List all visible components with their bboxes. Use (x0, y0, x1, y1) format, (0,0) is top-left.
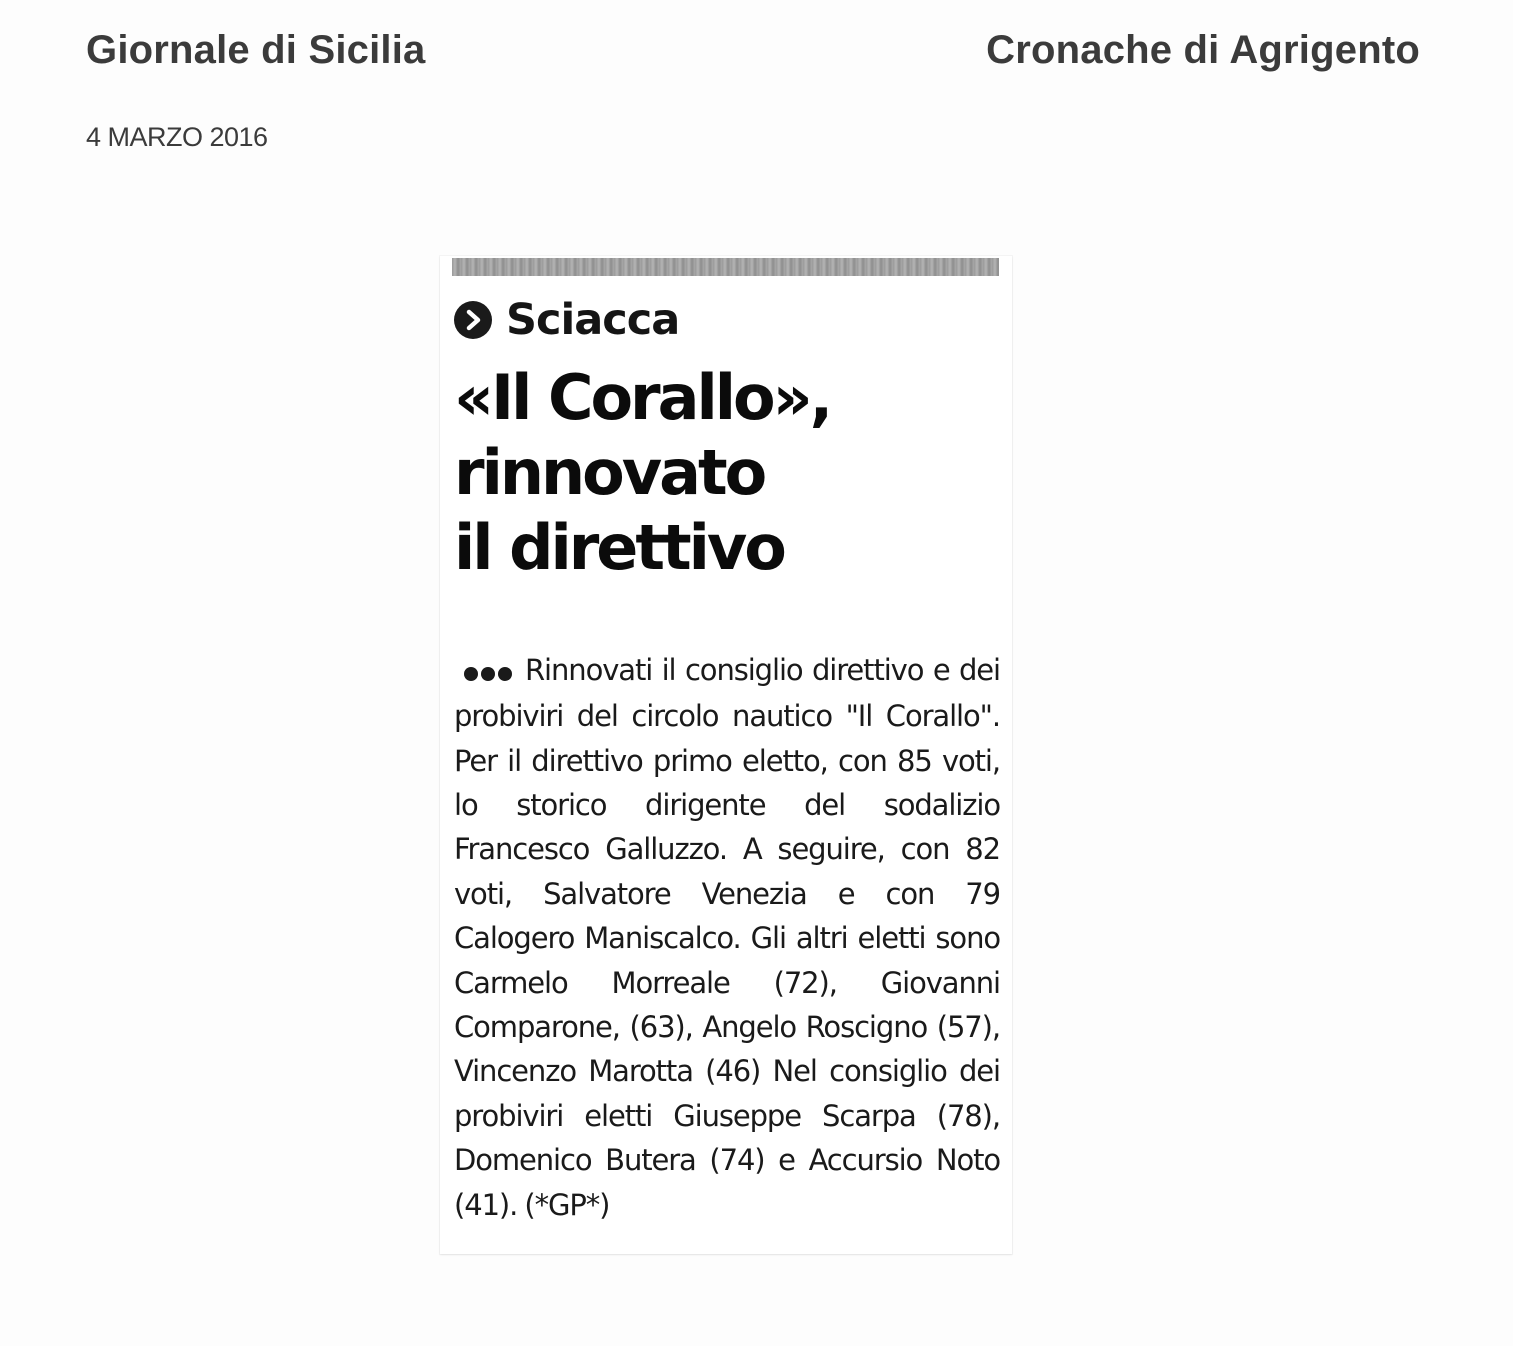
headline-line: «Il Corallo», (454, 361, 831, 434)
top-rule (452, 258, 999, 276)
article-body (454, 648, 1000, 1227)
headline-line: rinnovato (454, 436, 765, 509)
publication-date: 4 MARZO 2016 (86, 122, 268, 152)
newspaper-name: Giornale di Sicilia (86, 28, 426, 72)
page-header (86, 28, 1420, 88)
article-body-text: Rinnovati il consiglio direttivo e dei probiviri del circolo nautico "Il Corallo". Per il direttivo primo eletto, con 85 voti, lo storico dirigente del sodalizio Francesco Galluzzo. A seguire, con 82 voti, Salvatore Venezia e con 79 Calogero Maniscalco. Gli altri eletti sono Carmelo Morreale (72), Giovanni Comparone, (63), Angelo Roscigno (57), Vincenzo Marotta (46) Nel consiglio dei probiviri eletti Giuseppe Scarpa (78), Domenico Butera (74) e Accursio Noto (41). (*GP*) (454, 653, 1000, 1222)
newspaper-clipping (440, 256, 1012, 1254)
chevron-right-circle-icon (454, 301, 492, 339)
three-dots-icon (464, 650, 515, 694)
headline-line: il direttivo (454, 511, 784, 584)
kicker-label: Sciacca (506, 295, 680, 345)
article-headline (454, 360, 994, 585)
section-name: Cronache di Agrigento (986, 28, 1420, 72)
kicker (454, 292, 679, 348)
